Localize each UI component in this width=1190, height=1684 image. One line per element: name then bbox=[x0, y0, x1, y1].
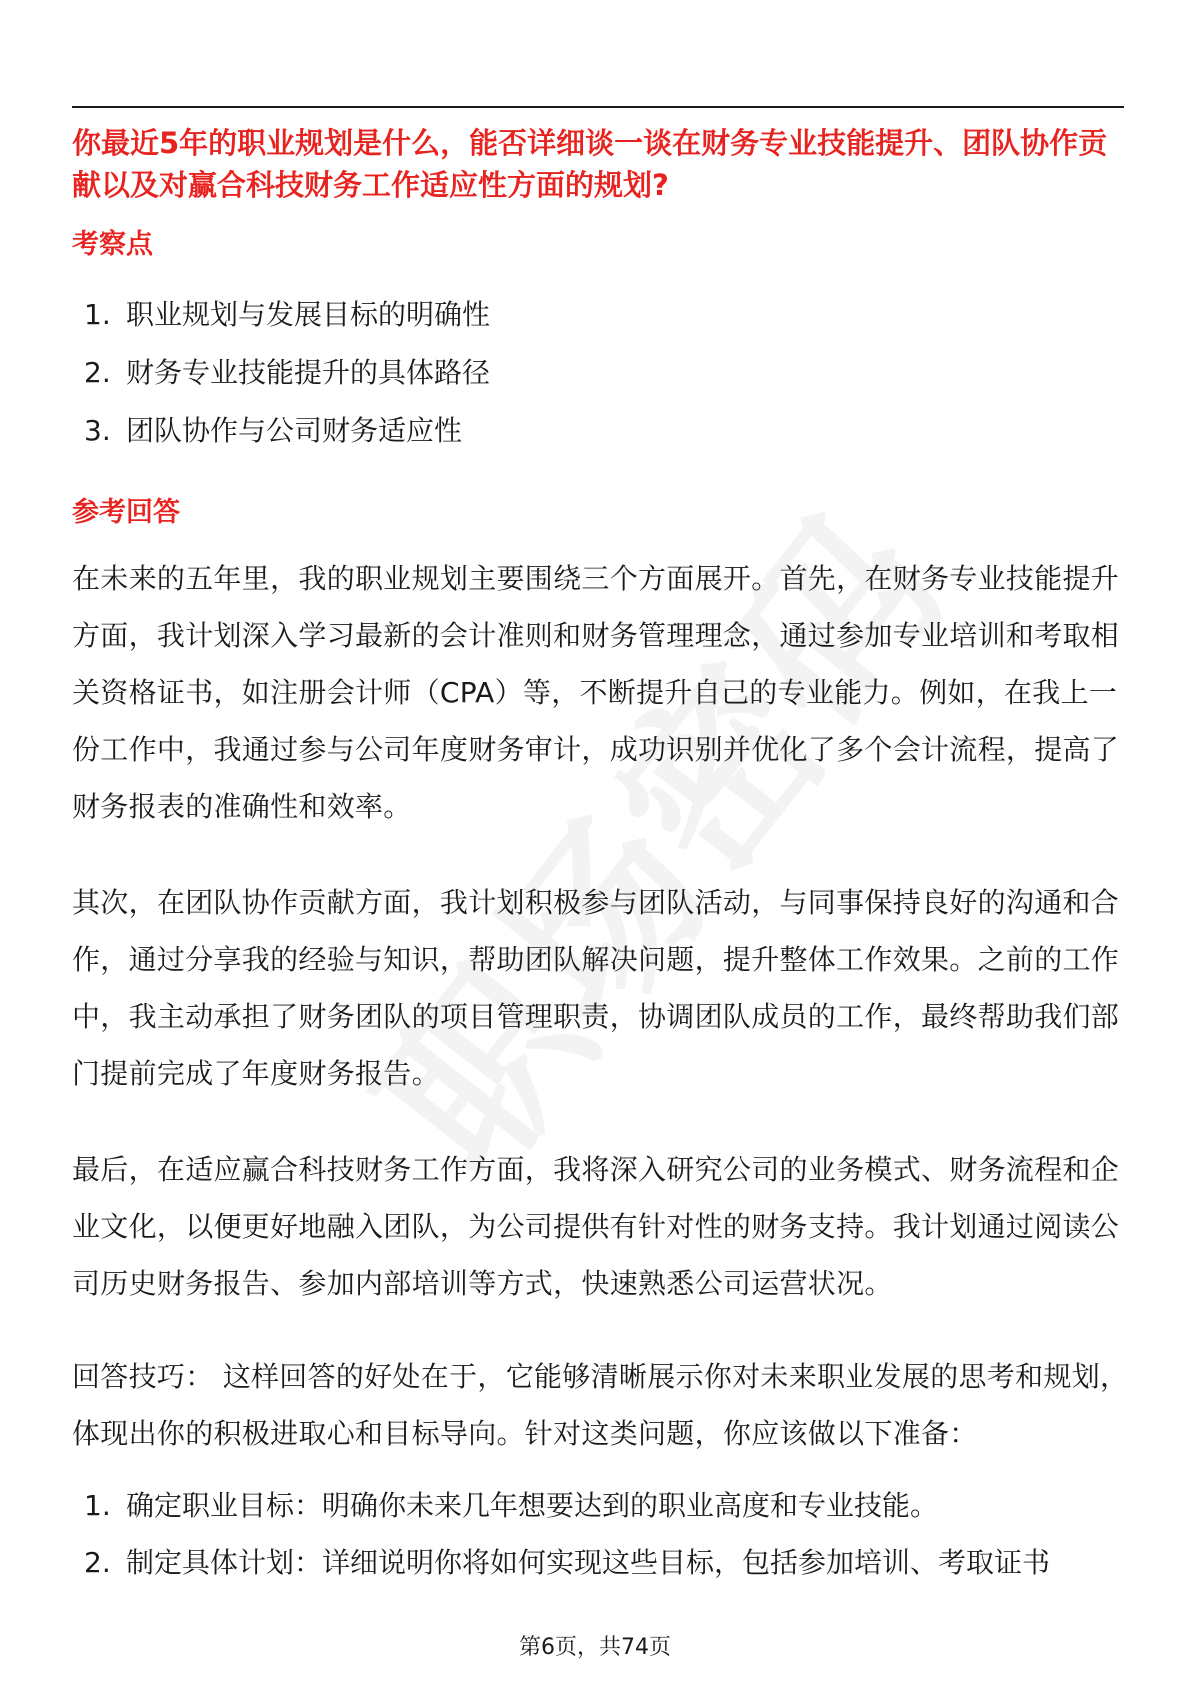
page-number: 第6页，共74页 bbox=[519, 1635, 671, 1660]
tips-list bbox=[84, 1487, 1050, 1601]
list-item: 2. 制定具体计划：详细说明你将如何实现这些目标，包括参加培训、考取证书 bbox=[84, 1546, 1051, 1579]
list-item: 1. 职业规划与发展目标的明确性 bbox=[84, 298, 491, 331]
answer-paragraph-1: 在未来的五年里，我的职业规划主要围绕三个方面展开。首先，在财务专业技能提升方面，我计划深入学习最新的会计准则和财务管理理念，通过参加专业培训和考取相关资格证书，如注册会计师（CPA）等，不断提升自己的专业能力。例如，在我上一份工作中，我通过参与公司年度财务审计，成功识别并优化了多个会计流程，提高了财务报表的准确性和效率。 bbox=[72, 562, 1120, 823]
list-item: 2. 财务专业技能提升的具体路径 bbox=[84, 356, 491, 389]
question-title: 你最近5年的职业规划是什么，能否详细谈一谈在财务专业技能提升、团队协作贡献以及对赢合科技财务工作适应性方面的规划? bbox=[72, 126, 1108, 202]
reference-answer-heading: 参考回答 bbox=[72, 497, 180, 528]
answer-paragraph-2: 其次，在团队协作贡献方面，我计划积极参与团队活动，与同事保持良好的沟通和合作，通过分享我的经验与知识，帮助团队解决问题，提升整体工作效果。之前的工作中，我主动承担了财务团队的项目管理职责，协调团队成员的工作，最终帮助我们部门提前完成了年度财务报告。 bbox=[72, 886, 1120, 1090]
top-divider bbox=[72, 106, 1124, 108]
examination-points-heading: 考察点 bbox=[72, 229, 153, 260]
answer-tips-intro: 回答技巧： 这样回答的好处在于，它能够清晰展示你对未来职业发展的思考和规划，体现出你的积极进取心和目标导向。针对这类问题，你应该做以下准备： bbox=[72, 1360, 1129, 1450]
answer-paragraph-3: 最后，在适应赢合科技财务工作方面，我将深入研究公司的业务模式、财务流程和企业文化，以便更好地融入团队，为公司提供有针对性的财务支持。我计划通过阅读公司历史财务报告、参加内部培训等方式，快速熟悉公司运营状况。 bbox=[72, 1153, 1120, 1300]
examination-points-list bbox=[84, 296, 490, 470]
list-item: 3. 团队协作与公司财务适应性 bbox=[84, 414, 463, 447]
list-item: 1. 确定职业目标：明确你未来几年想要达到的职业高度和专业技能。 bbox=[84, 1489, 939, 1522]
